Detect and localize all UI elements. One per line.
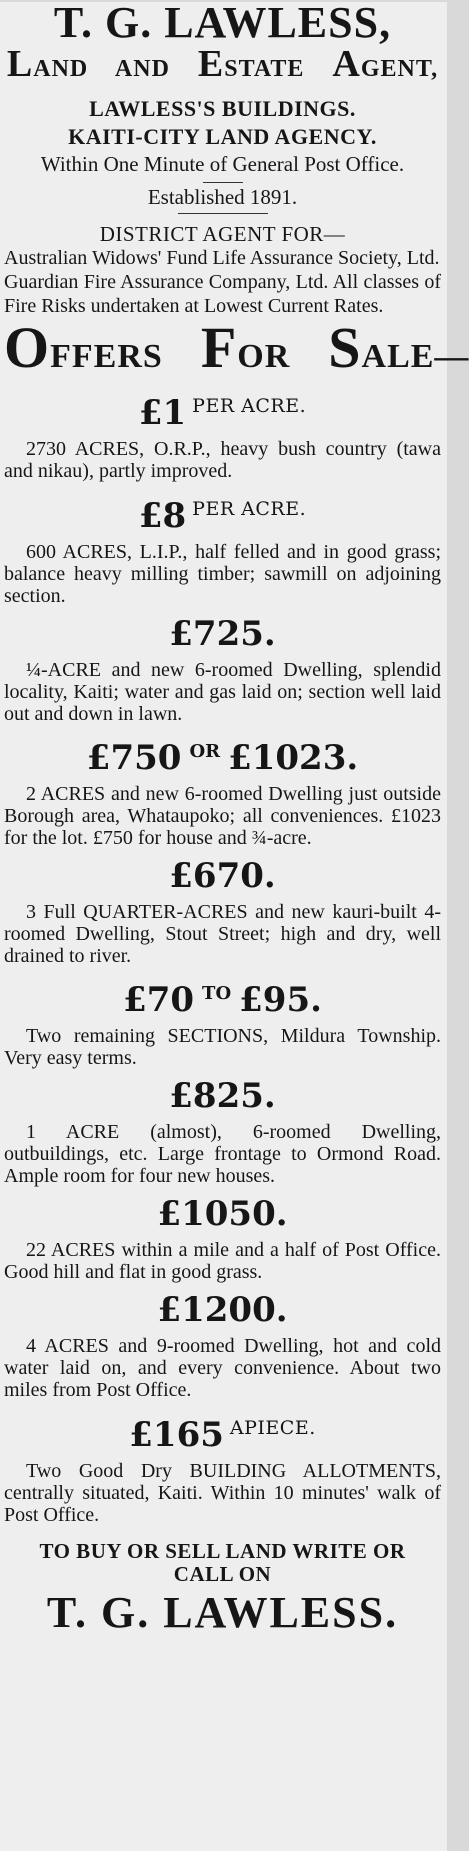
offers-word: OFFERS bbox=[4, 315, 163, 380]
listing-description: 4 ACRES and 9-roomed Dwelling, hot and cold water laid on, and every convenience. About two miles from Post Office. bbox=[4, 1335, 441, 1401]
footer-advertiser-name: T. G. LAWLESS. bbox=[46, 1588, 399, 1637]
listing-description: Two Good Dry BUILDING ALLOTMENTS, centrally situated, Kaiti. Within 10 minutes' walk of Post Office. bbox=[4, 1460, 441, 1526]
listing-price: £670. bbox=[169, 856, 276, 896]
offers-for-sale-heading bbox=[4, 315, 469, 380]
divider-rule bbox=[203, 182, 243, 183]
advertiser-name: T. G. LAWLESS, bbox=[53, 0, 392, 47]
role-word-and: AND bbox=[114, 56, 170, 82]
listing-price: £8 $^{PER ACRE.}$ bbox=[138, 496, 307, 536]
district-heading: DISTRICT AGENT FOR— bbox=[99, 222, 346, 246]
established-line: Established 1891. bbox=[147, 185, 298, 209]
listing-price: £750 $^{OR}$ £1023. bbox=[86, 738, 359, 778]
for-word: FOR bbox=[200, 315, 291, 380]
call-to-action: TO BUY OR SELL LAND WRITE OR CALL ON bbox=[39, 1539, 406, 1586]
agency-line: KAITI-CITY LAND AGENCY. bbox=[68, 124, 377, 149]
district-item-widows-fund: Australian Widows' Fund Life Assurance Society, Ltd. bbox=[4, 247, 440, 269]
listing-description: 3 Full QUARTER-ACRES and new kauri-built 4-roomed Dwelling, Stout Street; high and dry, well drained to river. bbox=[4, 901, 441, 967]
buildings-line: LAWLESS'S BUILDINGS. bbox=[89, 96, 356, 121]
advertiser-role bbox=[4, 43, 441, 87]
listing-price: £70 $^{TO}$ £95. bbox=[123, 980, 322, 1020]
location-line: Within One Minute of General Post Office. bbox=[40, 152, 405, 176]
listing-price: £825. bbox=[169, 1076, 276, 1116]
listing-description: 600 ACRES, L.I.P., half felled and in good grass; balance heavy milling timber; sawmill on adjoining section. bbox=[4, 541, 441, 607]
district-item-guardian-fire: Guardian Fire Assurance Company, Ltd. All classes of Fire Risks undertaken at Lowest Current Rates. bbox=[4, 271, 441, 317]
listing-price: £1 $^{PER ACRE.}$ bbox=[138, 393, 307, 433]
listing-description: 22 ACRES within a mile and a half of Post Office. Good hill and flat in good grass. bbox=[4, 1239, 441, 1283]
listing-price: £1050. bbox=[157, 1194, 288, 1234]
listing-price: £725. bbox=[169, 614, 276, 654]
divider-rule bbox=[178, 213, 268, 214]
listing-description: 1 ACRE (almost), 6-roomed Dwelling, outbuildings, etc. Large frontage to Ormond Road. Ample room for four new houses. bbox=[4, 1121, 441, 1187]
role-word-land: LAND bbox=[6, 43, 89, 85]
role-word-agent: AGENT, bbox=[332, 43, 439, 85]
listing-description: 2730 ACRES, O.R.P., heavy bush country (tawa and nikau), partly improved. bbox=[4, 438, 441, 482]
listing-price: £1200. bbox=[157, 1290, 288, 1330]
listing-price: £165 $^{APIECE.}$ bbox=[129, 1415, 316, 1455]
listing-description: ¼-ACRE and new 6-roomed Dwelling, splendid locality, Kaiti; water and gas laid on; section well laid out and down in lawn. bbox=[4, 659, 441, 725]
sale-word: SALE— bbox=[328, 315, 469, 380]
listing-description: 2 ACRES and new 6-roomed Dwelling just outside Borough area, Whataupoko; all conveniences. £1023 for the lot. £750 for house and ¾-acre. bbox=[4, 783, 441, 849]
listing-description: Two remaining SECTIONS, Mildura Township. Very easy terms. bbox=[4, 1025, 441, 1069]
role-word-estate: ESTATE bbox=[197, 43, 305, 85]
